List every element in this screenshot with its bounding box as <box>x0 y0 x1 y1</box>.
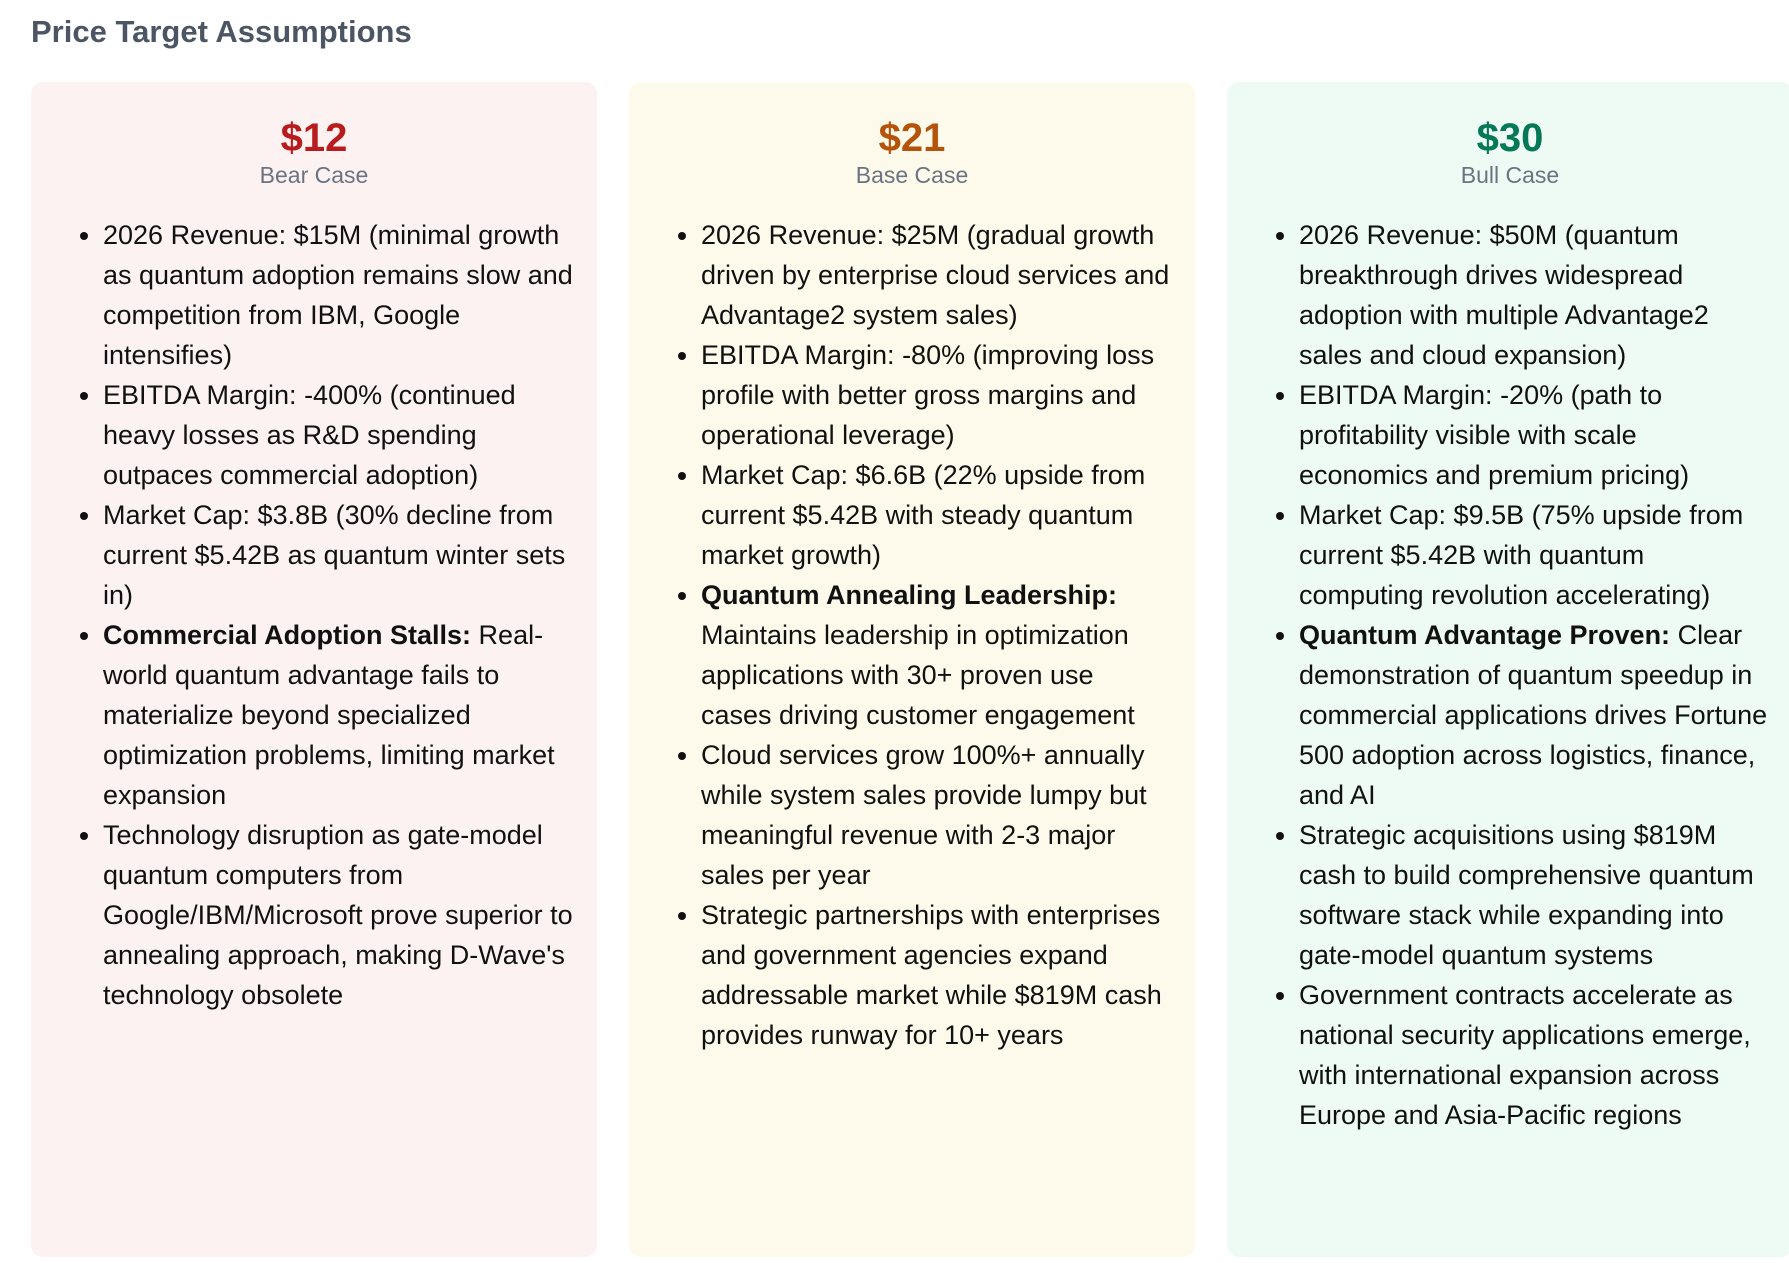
scenario-cards <box>31 82 1789 1257</box>
assumption-item <box>1299 215 1769 375</box>
assumption-text: Cloud services grow 100%+ annually while system sales provide lumpy but meaningful revenue with 2-3 major sales per year <box>701 740 1147 890</box>
page-title: Price Target Assumptions <box>31 14 412 49</box>
bear-case-label: Bear Case <box>259 162 369 188</box>
assumption-item <box>103 495 573 615</box>
assumption-text: Government contracts accelerate as national security applications emerge, with international expansion across Europe and Asia-Pacific regions <box>1299 980 1751 1130</box>
base-case-label: Base Case <box>855 162 969 188</box>
assumption-text: EBITDA Margin: -80% (improving loss profile with better gross margins and operational leverage) <box>701 340 1155 450</box>
assumption-text: Technology disruption as gate-model quantum computers from Google/IBM/Microsoft prove superior to annealing approach, making D-Wave's technology obsolete <box>103 820 573 1010</box>
assumption-text: Maintains leadership in optimization applications with 30+ proven use cases driving customer engagement <box>701 620 1135 730</box>
base-price-target: $21 <box>878 116 946 160</box>
bear-price-target: $12 <box>280 116 348 160</box>
assumption-text: 2026 Revenue: $15M (minimal growth as quantum adoption remains slow and competition from IBM, Google intensifies) <box>103 220 573 370</box>
bull-case-card <box>1227 82 1789 1257</box>
assumption-item <box>701 215 1171 335</box>
assumption-item <box>701 895 1171 1055</box>
bull-case-label: Bull Case <box>1460 162 1560 188</box>
assumption-text: 2026 Revenue: $50M (quantum breakthrough drives widespread adoption with multiple Advantage2 sales and cloud expansion) <box>1299 220 1709 370</box>
assumption-item <box>1299 615 1769 815</box>
assumption-text: Real-world quantum advantage fails to materialize beyond specialized optimization problems, limiting market expansion <box>103 620 555 810</box>
assumption-item <box>701 455 1171 575</box>
assumption-item <box>103 815 573 1015</box>
assumption-item <box>701 575 1171 735</box>
assumption-text: Strategic acquisitions using $819M cash to build comprehensive quantum software stack while expanding into gate-model quantum systems <box>1299 820 1754 970</box>
base-assumptions-list <box>629 215 1195 1055</box>
assumption-text: Market Cap: $3.8B (30% decline from current $5.42B as quantum winter sets in) <box>103 500 566 610</box>
assumption-item <box>103 215 573 375</box>
assumption-item <box>103 375 573 495</box>
assumption-item <box>701 735 1171 895</box>
bull-price-target: $30 <box>1476 116 1544 160</box>
assumption-text: Strategic partnerships with enterprises and government agencies expand addressable market while $819M cash provides runway for 10+ years <box>701 900 1162 1050</box>
assumption-heading: Quantum Annealing Leadership: <box>701 580 1118 610</box>
bear-assumptions-list <box>31 215 597 1015</box>
assumption-text: EBITDA Margin: -400% (continued heavy losses as R&D spending outpaces commercial adoption) <box>103 380 516 490</box>
assumption-item <box>1299 975 1769 1135</box>
assumption-item <box>103 615 573 815</box>
assumption-item <box>1299 815 1769 975</box>
assumption-heading: Quantum Advantage Proven: <box>1299 620 1671 650</box>
assumption-item <box>1299 495 1769 615</box>
bull-assumptions-list <box>1227 215 1789 1135</box>
assumption-text: 2026 Revenue: $25M (gradual growth driven by enterprise cloud services and Advantage2 system sales) <box>701 220 1170 330</box>
assumption-item <box>1299 375 1769 495</box>
base-case-card <box>629 82 1195 1257</box>
assumption-text: Market Cap: $9.5B (75% upside from current $5.42B with quantum computing revolution accelerating) <box>1299 500 1744 610</box>
assumption-text: EBITDA Margin: -20% (path to profitability visible with scale economics and premium pricing) <box>1299 380 1690 490</box>
assumption-text: Clear demonstration of quantum speedup in commercial applications drives Fortune 500 adoption across logistics, finance, and AI <box>1299 620 1768 810</box>
assumption-heading: Commercial Adoption Stalls: <box>103 620 472 650</box>
assumption-text: Market Cap: $6.6B (22% upside from current $5.42B with steady quantum market growth) <box>701 460 1146 570</box>
assumption-item <box>701 335 1171 455</box>
bear-case-card <box>31 82 597 1257</box>
